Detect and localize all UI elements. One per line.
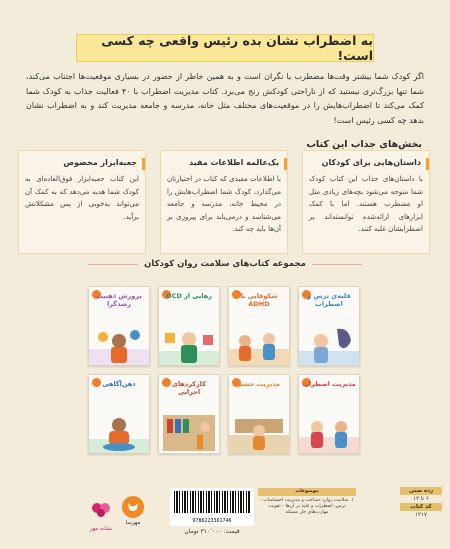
children-illustration-icon — [299, 411, 359, 453]
book-cover-executive-functions: کارکردهای اجرایی — [158, 374, 220, 454]
book-cover-fear: قلبه‌ی ترس و اضطراب — [298, 286, 360, 366]
series-heading-row — [88, 259, 362, 269]
barcode-icon — [174, 491, 250, 513]
age-range: ۶ تا ۱۲ — [413, 496, 429, 502]
feature-title: داستان‌هایی برای کودکان — [321, 158, 421, 167]
children-illustration-icon — [159, 411, 219, 453]
fox-logo-icon — [122, 496, 144, 518]
topics-box: موضوعات ۱. سلامت روان- شناخت و مدیریت احساسات - ترس، اضطراب و غلبه بر آن‌ها - تقویت مهارت‌های حل مسئله — [258, 488, 356, 516]
isbn-number: 9786223361746 — [192, 518, 232, 524]
feature-body: با اطلاعات مفیدی که کتاب در اختیارتان می‌گذارد، کودک شما اضطراب‌هایش را در محیط خانه، مدرسه و جامعه می‌شناسد و درمی‌یابد برای پیروزی بر آن‌ها باید چه کند. — [167, 175, 281, 234]
flower-logo-icon — [84, 498, 118, 520]
feature-card-info — [160, 150, 288, 254]
book-cover-mindfulness: ذهن‌آگاهی — [88, 374, 150, 454]
children-illustration-icon — [89, 411, 149, 453]
features-heading: بخش‌های جذاب این کتاب — [306, 139, 422, 150]
publisher-logo-nashaneh-mehr: نشانه مهر — [84, 498, 118, 532]
book-cover-adhd: شکوفایی با ADHD — [228, 286, 290, 366]
headline: به اضطراب نشان بده رئیس واقعی چه کسی است! — [101, 33, 373, 63]
feature-title: یک‌عالمه اطلاعات مفید — [189, 158, 279, 167]
price-label: قیمت: ۳۱۰٬۰۰۰ تومان — [184, 528, 240, 535]
children-illustration-icon — [229, 411, 289, 453]
book-cover-growth-mindset: پرورش ذهنیت رشدگرا — [88, 286, 150, 366]
isbn-barcode — [170, 488, 254, 526]
feature-card-stories — [302, 150, 430, 254]
children-illustration-icon — [229, 323, 289, 365]
children-illustration-icon — [299, 323, 359, 365]
series-heading: مجموعه کتاب‌های سلامت روان کودکان — [144, 259, 306, 269]
book-cover-anxiety: مدیریت اضطراب — [298, 374, 360, 454]
feature-title: جعبه‌ابزار مخصوص — [63, 158, 137, 167]
feature-card-toolbox — [18, 150, 146, 254]
intro-paragraph: اگر کودک شما بیشتر وقت‌ها مضطرب یا نگران است و به همین خاطر از حضور در بسیاری موقعیت‌ها اجتناب می‌کند، شما تنها بزرگ‌تری نیستید که از ناراحتی کودکش رنج می‌برد. کتاب مدیریت اضطراب با ۴۰ فعالیت جذاب به کودک شما کمک می‌کند تا اضطراب‌هایش را در موقعیت‌های مختلف مثل خانه، مدرسه و جامعه مدیریت کند و به اضطراب نشان بدهد چه کسی رئیس است! — [26, 72, 424, 125]
book-series-panel — [88, 256, 362, 502]
children-illustration-icon — [159, 323, 219, 365]
feature-body: با داستان‌های جذاب این کتاب کودک شما متوجه می‌شود بچه‌های زیادی مثل او مضطرب هستند. اما با کمک ابزارهای ارائه‌شده توانسته‌اند بر اضطرابشان غلبه کنند. — [309, 175, 423, 234]
book-cover-ocd: رهایی از OCD — [158, 286, 220, 366]
headline-banner — [76, 34, 374, 62]
book-code: ۱۲۱۷ — [415, 512, 427, 518]
book-cover-anger: مدیریت خشم — [228, 374, 290, 454]
publisher-logo-mehrsa: مهرسا — [118, 496, 148, 526]
feature-body: این کتاب جعبه‌ابزار فوق‌العاده‌ای به کودک شما هدیه می‌دهد که به کمک آن می‌تواند به‌خوبی از پس مشکلاتش برآید. — [25, 175, 139, 221]
children-illustration-icon — [89, 323, 149, 365]
age-and-code: رده سنی ۶ تا ۱۲ کد کتاب ۱۲۱۷ — [400, 487, 442, 519]
topics-text: ۱. سلامت روان- شناخت و مدیریت احساسات - ترس، اضطراب و غلبه بر آن‌ها - تقویت مهارت‌های حل مسئله — [260, 498, 354, 515]
